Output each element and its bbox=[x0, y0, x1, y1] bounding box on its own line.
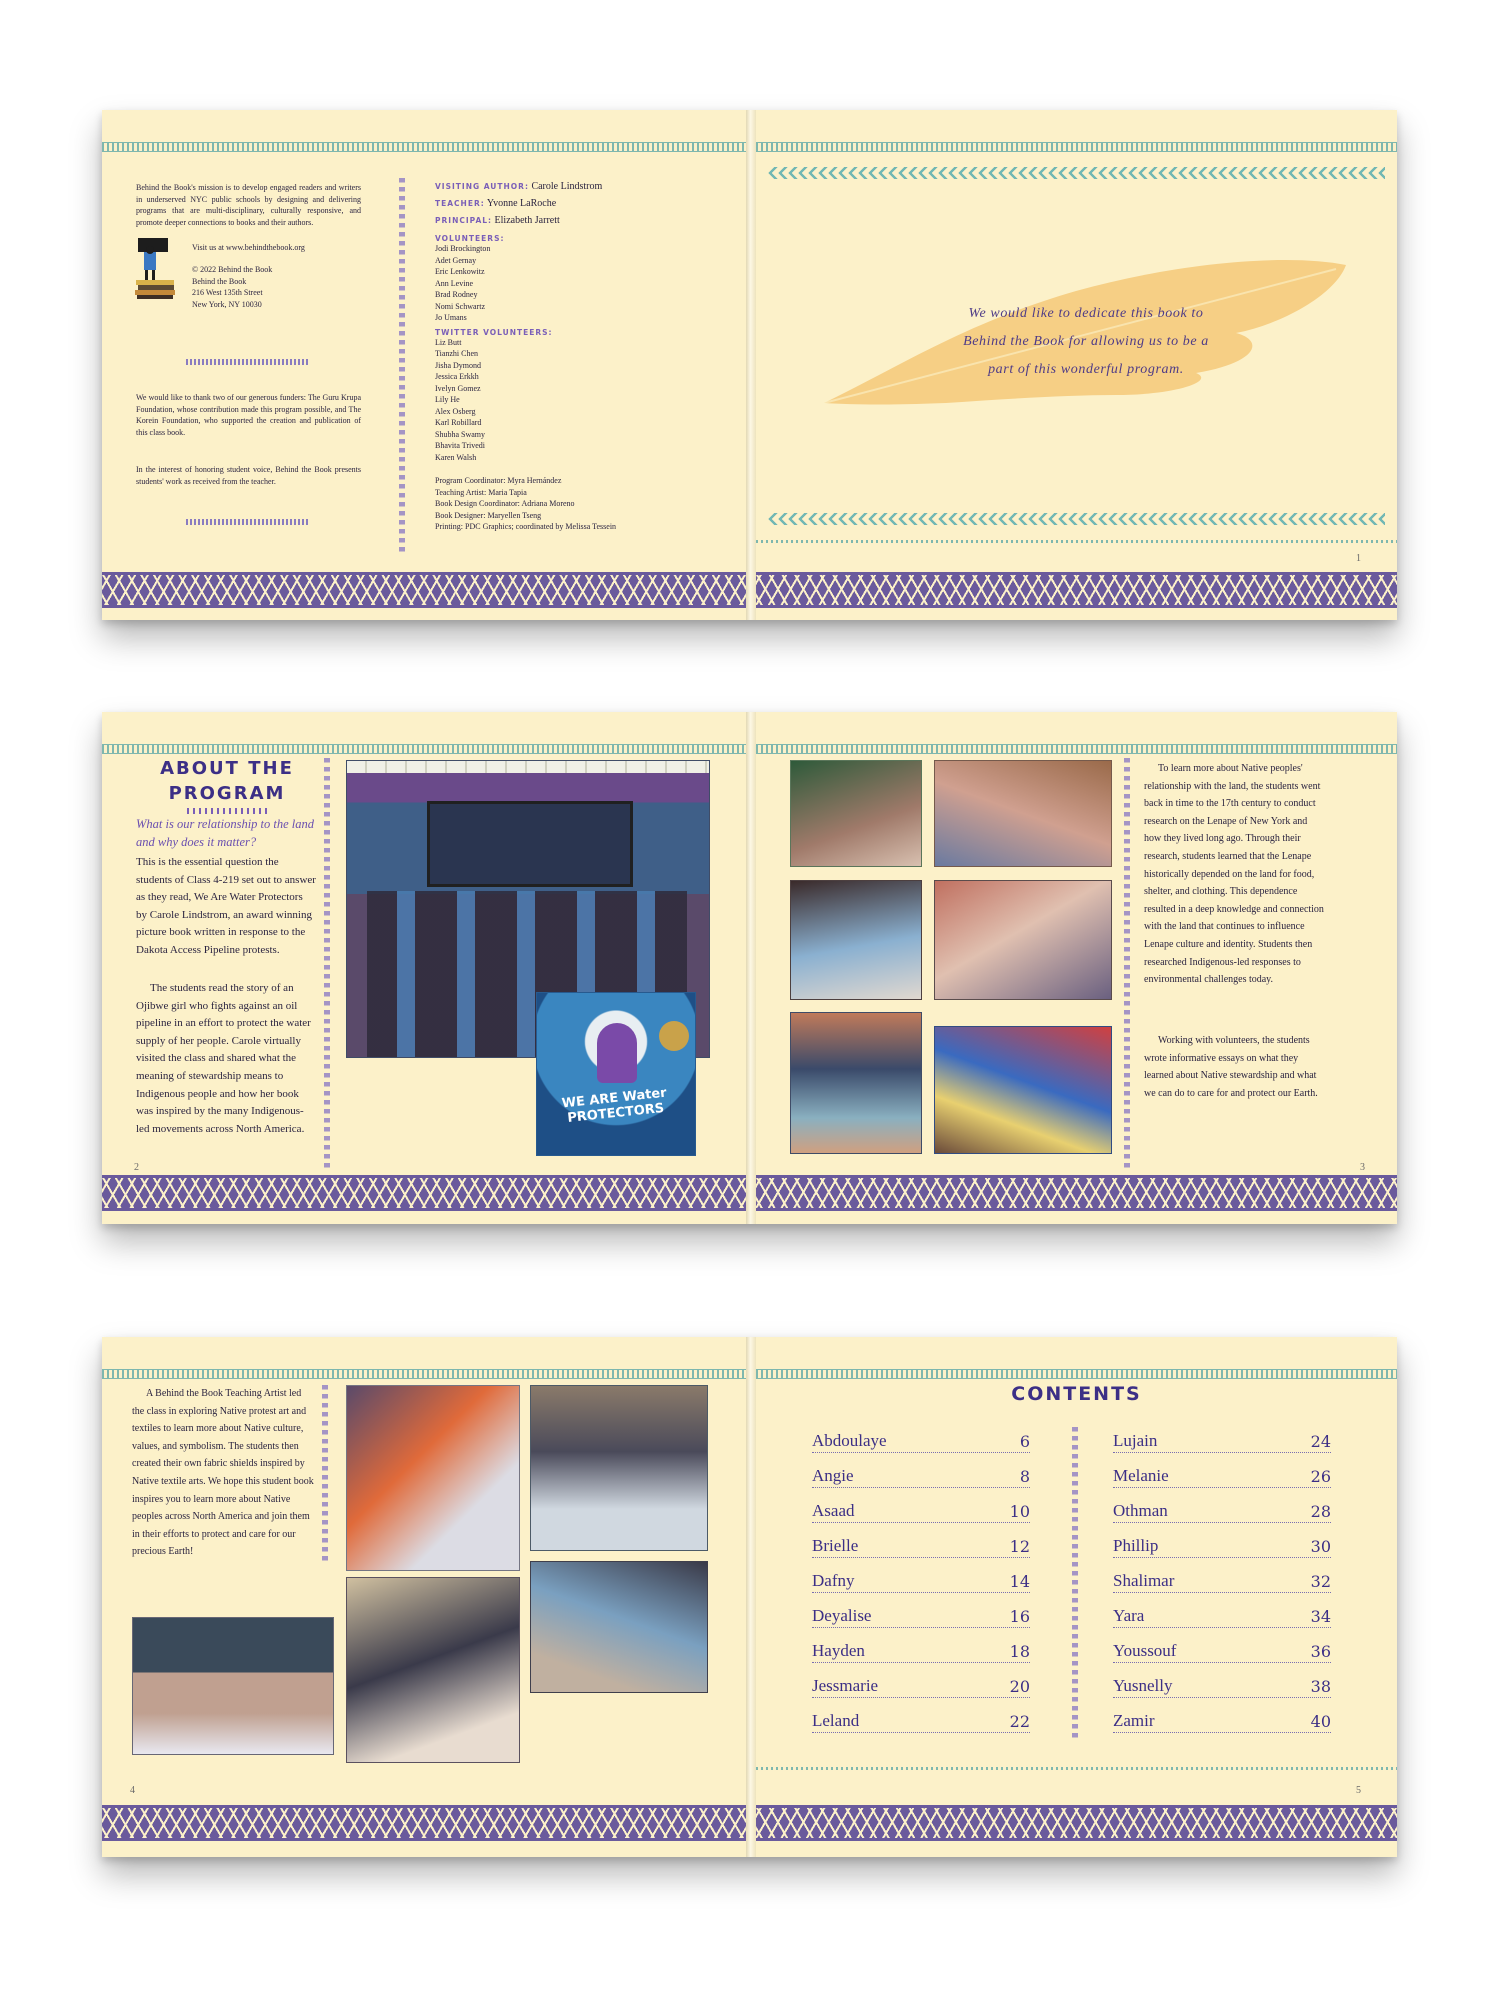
toc-page: 20 bbox=[1009, 1677, 1030, 1696]
toc-dots bbox=[1113, 1627, 1331, 1628]
vertical-divider bbox=[322, 1385, 328, 1565]
toc-dots bbox=[812, 1732, 1030, 1733]
about-para-1: This is the essential question the students of Class 4-219 set out to answer as they read, We Are Water Protectors by Carole Lindstrom, an award winning picture book written in response to the Dakota Access Pipeline protests. bbox=[136, 856, 316, 956]
top-border bbox=[102, 744, 746, 754]
research-para-2: Working with volunteers, the students wrote informative essays on what they learned about Native stewardship and what we can do to care for and protect our Earth. bbox=[1144, 1035, 1318, 1099]
student-photo bbox=[934, 880, 1112, 1000]
ornament-divider bbox=[186, 519, 308, 525]
twitter-volunteers-heading: TWITTER VOLUNTEERS: bbox=[435, 327, 553, 337]
credit-label: PRINCIPAL: bbox=[435, 216, 493, 225]
chevron-row-top bbox=[768, 167, 1385, 179]
dedication-line: part of this wonderful program. bbox=[988, 362, 1184, 377]
toc-page: 8 bbox=[1019, 1467, 1030, 1486]
spread3-left-page bbox=[102, 1337, 746, 1857]
toc-page: 40 bbox=[1310, 1712, 1331, 1731]
staff-line: Printing: PDC Graphics; coordinated by Melissa Tessein bbox=[435, 522, 617, 531]
toc-row[interactable] bbox=[1113, 1429, 1331, 1453]
toc-dots bbox=[1113, 1662, 1331, 1663]
volunteer-name: Jessica Erkkh bbox=[435, 372, 479, 381]
student-photo bbox=[346, 1577, 520, 1763]
page-number: 5 bbox=[1356, 1785, 1361, 1796]
teaching-artist-intro: A Behind the Book Teaching Artist led the class in exploring Native protest art and textiles to learn more about Native culture, values, and symbolism. The students then created their own fabric shields inspired by Native textile arts. We hope this student book inspires you to learn more about Native peoples across North America and join them in their efforts to protect and care for our precious Earth! bbox=[132, 1388, 314, 1558]
student-photo bbox=[934, 760, 1112, 867]
visit-link[interactable]: Visit us at www.behindthebook.org bbox=[192, 243, 305, 252]
thin-rule bbox=[756, 1767, 1397, 1770]
gutter bbox=[746, 1337, 756, 1857]
contents-title: CONTENTS bbox=[1011, 1383, 1142, 1405]
toc-dots bbox=[1113, 1452, 1331, 1453]
gutter bbox=[746, 110, 756, 620]
toc-name: Abdoulaye bbox=[812, 1431, 887, 1450]
toc-name: Yusnelly bbox=[1113, 1676, 1173, 1695]
toc-dots bbox=[1113, 1697, 1331, 1698]
book-logo-icon bbox=[134, 236, 178, 300]
toc-page: 32 bbox=[1310, 1572, 1331, 1591]
vertical-divider bbox=[1124, 758, 1130, 1168]
student-photo bbox=[530, 1561, 708, 1693]
about-para-2: The students read the story of an Ojibwe girl who fights against an oil pipeline in an effort to protect the water supply of her people. Carole virtually visited the class and shared what the meaning of stewardship means to Indigenous people and how her book was inspired by the many Indigenous-led movements across North America. bbox=[136, 982, 311, 1135]
toc-row[interactable] bbox=[812, 1534, 1030, 1558]
spread-3 bbox=[102, 1337, 1397, 1857]
volunteer-name: Nomi Schwartz bbox=[435, 301, 485, 311]
toc-page: 14 bbox=[1009, 1572, 1030, 1591]
spread1-left-page bbox=[102, 110, 746, 620]
credit-label: TEACHER: bbox=[435, 199, 485, 208]
toc-dots bbox=[812, 1662, 1030, 1663]
toc-dots bbox=[812, 1592, 1030, 1593]
toc-page: 24 bbox=[1310, 1432, 1331, 1451]
volunteer-name: Ann Levine bbox=[435, 278, 473, 288]
toc-dots bbox=[1113, 1487, 1331, 1488]
top-border bbox=[756, 744, 1397, 754]
spread2-left-page bbox=[102, 712, 746, 1224]
credit-row bbox=[435, 178, 725, 195]
toc-page: 22 bbox=[1009, 1712, 1030, 1731]
volunteers-list bbox=[435, 243, 725, 324]
toc-dots bbox=[812, 1697, 1030, 1698]
toc-name: Yara bbox=[1113, 1606, 1145, 1625]
page-number: 4 bbox=[130, 1785, 135, 1796]
vertical-divider bbox=[1072, 1427, 1078, 1739]
toc-name: Hayden bbox=[812, 1641, 865, 1660]
copyright-line: Behind the Book bbox=[192, 276, 247, 286]
spread-1 bbox=[102, 110, 1397, 620]
staff-line: Teaching Artist: Maria Tapia bbox=[435, 487, 527, 497]
about-title-line: PROGRAM bbox=[168, 783, 286, 804]
copyright-line: New York, NY 10030 bbox=[192, 299, 262, 309]
student-photo bbox=[790, 1012, 922, 1154]
credit-value: Carole Lindstrom bbox=[531, 181, 603, 192]
ornament-divider bbox=[186, 359, 308, 365]
credit-row bbox=[435, 212, 725, 229]
toc-row[interactable] bbox=[1113, 1604, 1331, 1628]
toc-page: 10 bbox=[1009, 1502, 1030, 1521]
toc-dots bbox=[812, 1627, 1030, 1628]
toc-right-column bbox=[1113, 1429, 1331, 1729]
toc-row[interactable] bbox=[1113, 1674, 1331, 1698]
thin-rule bbox=[756, 540, 1397, 543]
toc-row[interactable] bbox=[812, 1604, 1030, 1628]
bottom-border bbox=[102, 1175, 746, 1211]
volunteer-name: Jisha Dymond bbox=[435, 360, 481, 370]
copyright-line: 216 West 135th Street bbox=[192, 288, 263, 297]
book-cover-title: WE ARE Water PROTECTORS bbox=[561, 1085, 668, 1126]
volunteer-name: Lily He bbox=[435, 395, 460, 404]
volunteer-name: Adet Gernay bbox=[435, 255, 477, 265]
spread-2 bbox=[102, 712, 1397, 1224]
dedication-line: We would like to dedicate this book to bbox=[968, 306, 1204, 321]
spread2-right-page bbox=[756, 712, 1397, 1224]
about-title bbox=[132, 756, 322, 806]
volunteer-name: Brad Rodney bbox=[435, 290, 478, 299]
student-photo bbox=[934, 1026, 1112, 1154]
toc-name: Dafny bbox=[812, 1571, 855, 1590]
toc-dots bbox=[812, 1487, 1030, 1488]
spread3-right-page bbox=[756, 1337, 1397, 1857]
toc-row[interactable] bbox=[812, 1674, 1030, 1698]
spread1-right-page bbox=[756, 110, 1397, 620]
vertical-divider bbox=[324, 758, 330, 1168]
toc-dots bbox=[1113, 1592, 1331, 1593]
toc-dots bbox=[812, 1522, 1030, 1523]
toc-name: Melanie bbox=[1113, 1466, 1169, 1485]
volunteer-name: Shubha Swamy bbox=[435, 429, 485, 439]
copyright-block bbox=[192, 264, 272, 310]
toc-page: 36 bbox=[1310, 1642, 1331, 1661]
toc-left-column bbox=[812, 1429, 1030, 1729]
volunteer-name: Ivelyn Gomez bbox=[435, 383, 481, 393]
toc-row[interactable] bbox=[1113, 1569, 1331, 1593]
toc-row[interactable] bbox=[812, 1429, 1030, 1453]
page-number: 2 bbox=[134, 1162, 139, 1173]
essential-question: What is our relationship to the land and why does it matter? bbox=[136, 817, 315, 849]
credits-block bbox=[435, 178, 725, 533]
toc-page: 28 bbox=[1310, 1502, 1331, 1521]
credit-label: VISITING AUTHOR: bbox=[435, 182, 529, 191]
top-border bbox=[756, 142, 1397, 152]
volunteer-name: Karl Robillard bbox=[435, 418, 482, 427]
toc-name: Brielle bbox=[812, 1536, 859, 1555]
toc-name: Asaad bbox=[812, 1501, 855, 1520]
volunteer-name: Karen Walsh bbox=[435, 452, 477, 462]
book-cover-image bbox=[536, 992, 696, 1156]
bottom-border bbox=[756, 572, 1397, 608]
research-para-1: To learn more about Native peoples' relationship with the land, the students went back in time to the 17th century to conduct research on the Lenape of New York and how they lived long ago. Through their research, students learned that the Lenape historically depended on the land for food, shelter, and clothing. This dependence resulted in a deep knowledge and connection with the land that continues to influence Lenape culture and identity. Students then researched Indigenous-led responses to environmental challenges today. bbox=[1144, 763, 1324, 986]
toc-name: Lujain bbox=[1113, 1431, 1158, 1450]
toc-name: Deyalise bbox=[812, 1606, 872, 1625]
toc-name: Zamir bbox=[1113, 1711, 1155, 1730]
toc-name: Leland bbox=[812, 1711, 860, 1730]
classroom-photo bbox=[132, 1617, 334, 1755]
copyright-line: © 2022 Behind the Book bbox=[192, 265, 273, 274]
toc-row[interactable] bbox=[1113, 1499, 1331, 1523]
volunteer-name: Liz Butt bbox=[435, 337, 462, 347]
bottom-border bbox=[102, 1805, 746, 1841]
bottom-border bbox=[756, 1175, 1397, 1211]
toc-row[interactable] bbox=[812, 1709, 1030, 1733]
dedication-text bbox=[876, 300, 1296, 384]
bottom-border bbox=[102, 572, 746, 608]
toc-page: 16 bbox=[1009, 1607, 1030, 1626]
toc-name: Phillip bbox=[1113, 1536, 1159, 1555]
toc-dots bbox=[1113, 1557, 1331, 1558]
toc-name: Othman bbox=[1113, 1501, 1168, 1520]
toc-name: Angie bbox=[812, 1466, 854, 1485]
dedication-line: Behind the Book for allowing us to be a bbox=[963, 334, 1209, 349]
toc-row[interactable] bbox=[1113, 1464, 1331, 1488]
toc-dots bbox=[1113, 1522, 1331, 1523]
volunteer-name: Bhavita Trivedi bbox=[435, 441, 486, 450]
toc-row[interactable] bbox=[812, 1499, 1030, 1523]
top-border bbox=[102, 142, 746, 152]
toc-row[interactable] bbox=[812, 1464, 1030, 1488]
vertical-divider bbox=[399, 178, 405, 554]
top-border bbox=[102, 1369, 746, 1379]
toc-page: 34 bbox=[1310, 1607, 1331, 1626]
volunteer-name: Alex Osberg bbox=[435, 406, 476, 416]
credit-value: Yvonne LaRoche bbox=[486, 198, 557, 209]
thanks-text: We would like to thank two of our generous funders: The Guru Krupa Foundation, whose contribution made this program possible, and The Korein Foundation, who supported the creation and publication of this class book. bbox=[136, 393, 361, 437]
staff-line: Book Designer: Maryellen Tseng bbox=[435, 510, 542, 520]
bottom-border bbox=[756, 1805, 1397, 1841]
volunteer-name: Tianzhi Chen bbox=[435, 349, 479, 358]
about-title-line: ABOUT THE bbox=[160, 758, 294, 779]
toc-name: Shalimar bbox=[1113, 1571, 1175, 1590]
toc-page: 6 bbox=[1019, 1432, 1030, 1451]
toc-row[interactable] bbox=[812, 1639, 1030, 1663]
toc-row[interactable] bbox=[1113, 1709, 1331, 1733]
toc-dots bbox=[812, 1452, 1030, 1453]
volunteer-name: Eric Lenkowitz bbox=[435, 267, 485, 276]
toc-page: 18 bbox=[1009, 1642, 1030, 1661]
toc-page: 38 bbox=[1310, 1677, 1331, 1696]
volunteer-name: Jodi Brockington bbox=[435, 244, 491, 253]
toc-name: Youssouf bbox=[1113, 1641, 1177, 1660]
student-photo bbox=[790, 760, 922, 867]
toc-dots bbox=[812, 1557, 1030, 1558]
chevron-row-bottom bbox=[768, 513, 1385, 525]
mission-text: Behind the Book's mission is to develop engaged readers and writers in underserved NYC public schools by designing and delivering programs that are multi-disciplinary, culturally responsive, and promote deeper connections to books and their authors. bbox=[136, 183, 361, 227]
toc-name: Jessmarie bbox=[812, 1676, 879, 1695]
toc-page: 26 bbox=[1310, 1467, 1331, 1486]
title-chevron-ornament bbox=[187, 808, 267, 814]
honoring-text: In the interest of honoring student voice, Behind the Book presents students' work as received from the teacher. bbox=[136, 465, 361, 486]
volunteer-name: Jo Umans bbox=[435, 313, 467, 322]
toc-dots bbox=[1113, 1732, 1331, 1733]
staff-list bbox=[435, 475, 725, 533]
student-photo bbox=[790, 880, 922, 1000]
toc-page: 30 bbox=[1310, 1537, 1331, 1556]
page-number: 1 bbox=[1356, 553, 1361, 564]
twitter-volunteers-list bbox=[435, 337, 725, 464]
student-photo bbox=[346, 1385, 520, 1571]
gutter bbox=[746, 712, 756, 1224]
volunteers-heading: VOLUNTEERS: bbox=[435, 234, 505, 243]
credit-row bbox=[435, 195, 725, 212]
toc-row[interactable] bbox=[812, 1569, 1030, 1593]
credit-value: Elizabeth Jarrett bbox=[494, 215, 560, 226]
staff-line: Book Design Coordinator: Adriana Moreno bbox=[435, 499, 575, 508]
page-number: 3 bbox=[1360, 1162, 1365, 1173]
student-photo bbox=[530, 1385, 708, 1551]
toc-row[interactable] bbox=[1113, 1534, 1331, 1558]
top-border bbox=[756, 1369, 1397, 1379]
toc-row[interactable] bbox=[1113, 1639, 1331, 1663]
toc-page: 12 bbox=[1009, 1537, 1030, 1556]
staff-line: Program Coordinator: Myra Hernández bbox=[435, 476, 562, 485]
